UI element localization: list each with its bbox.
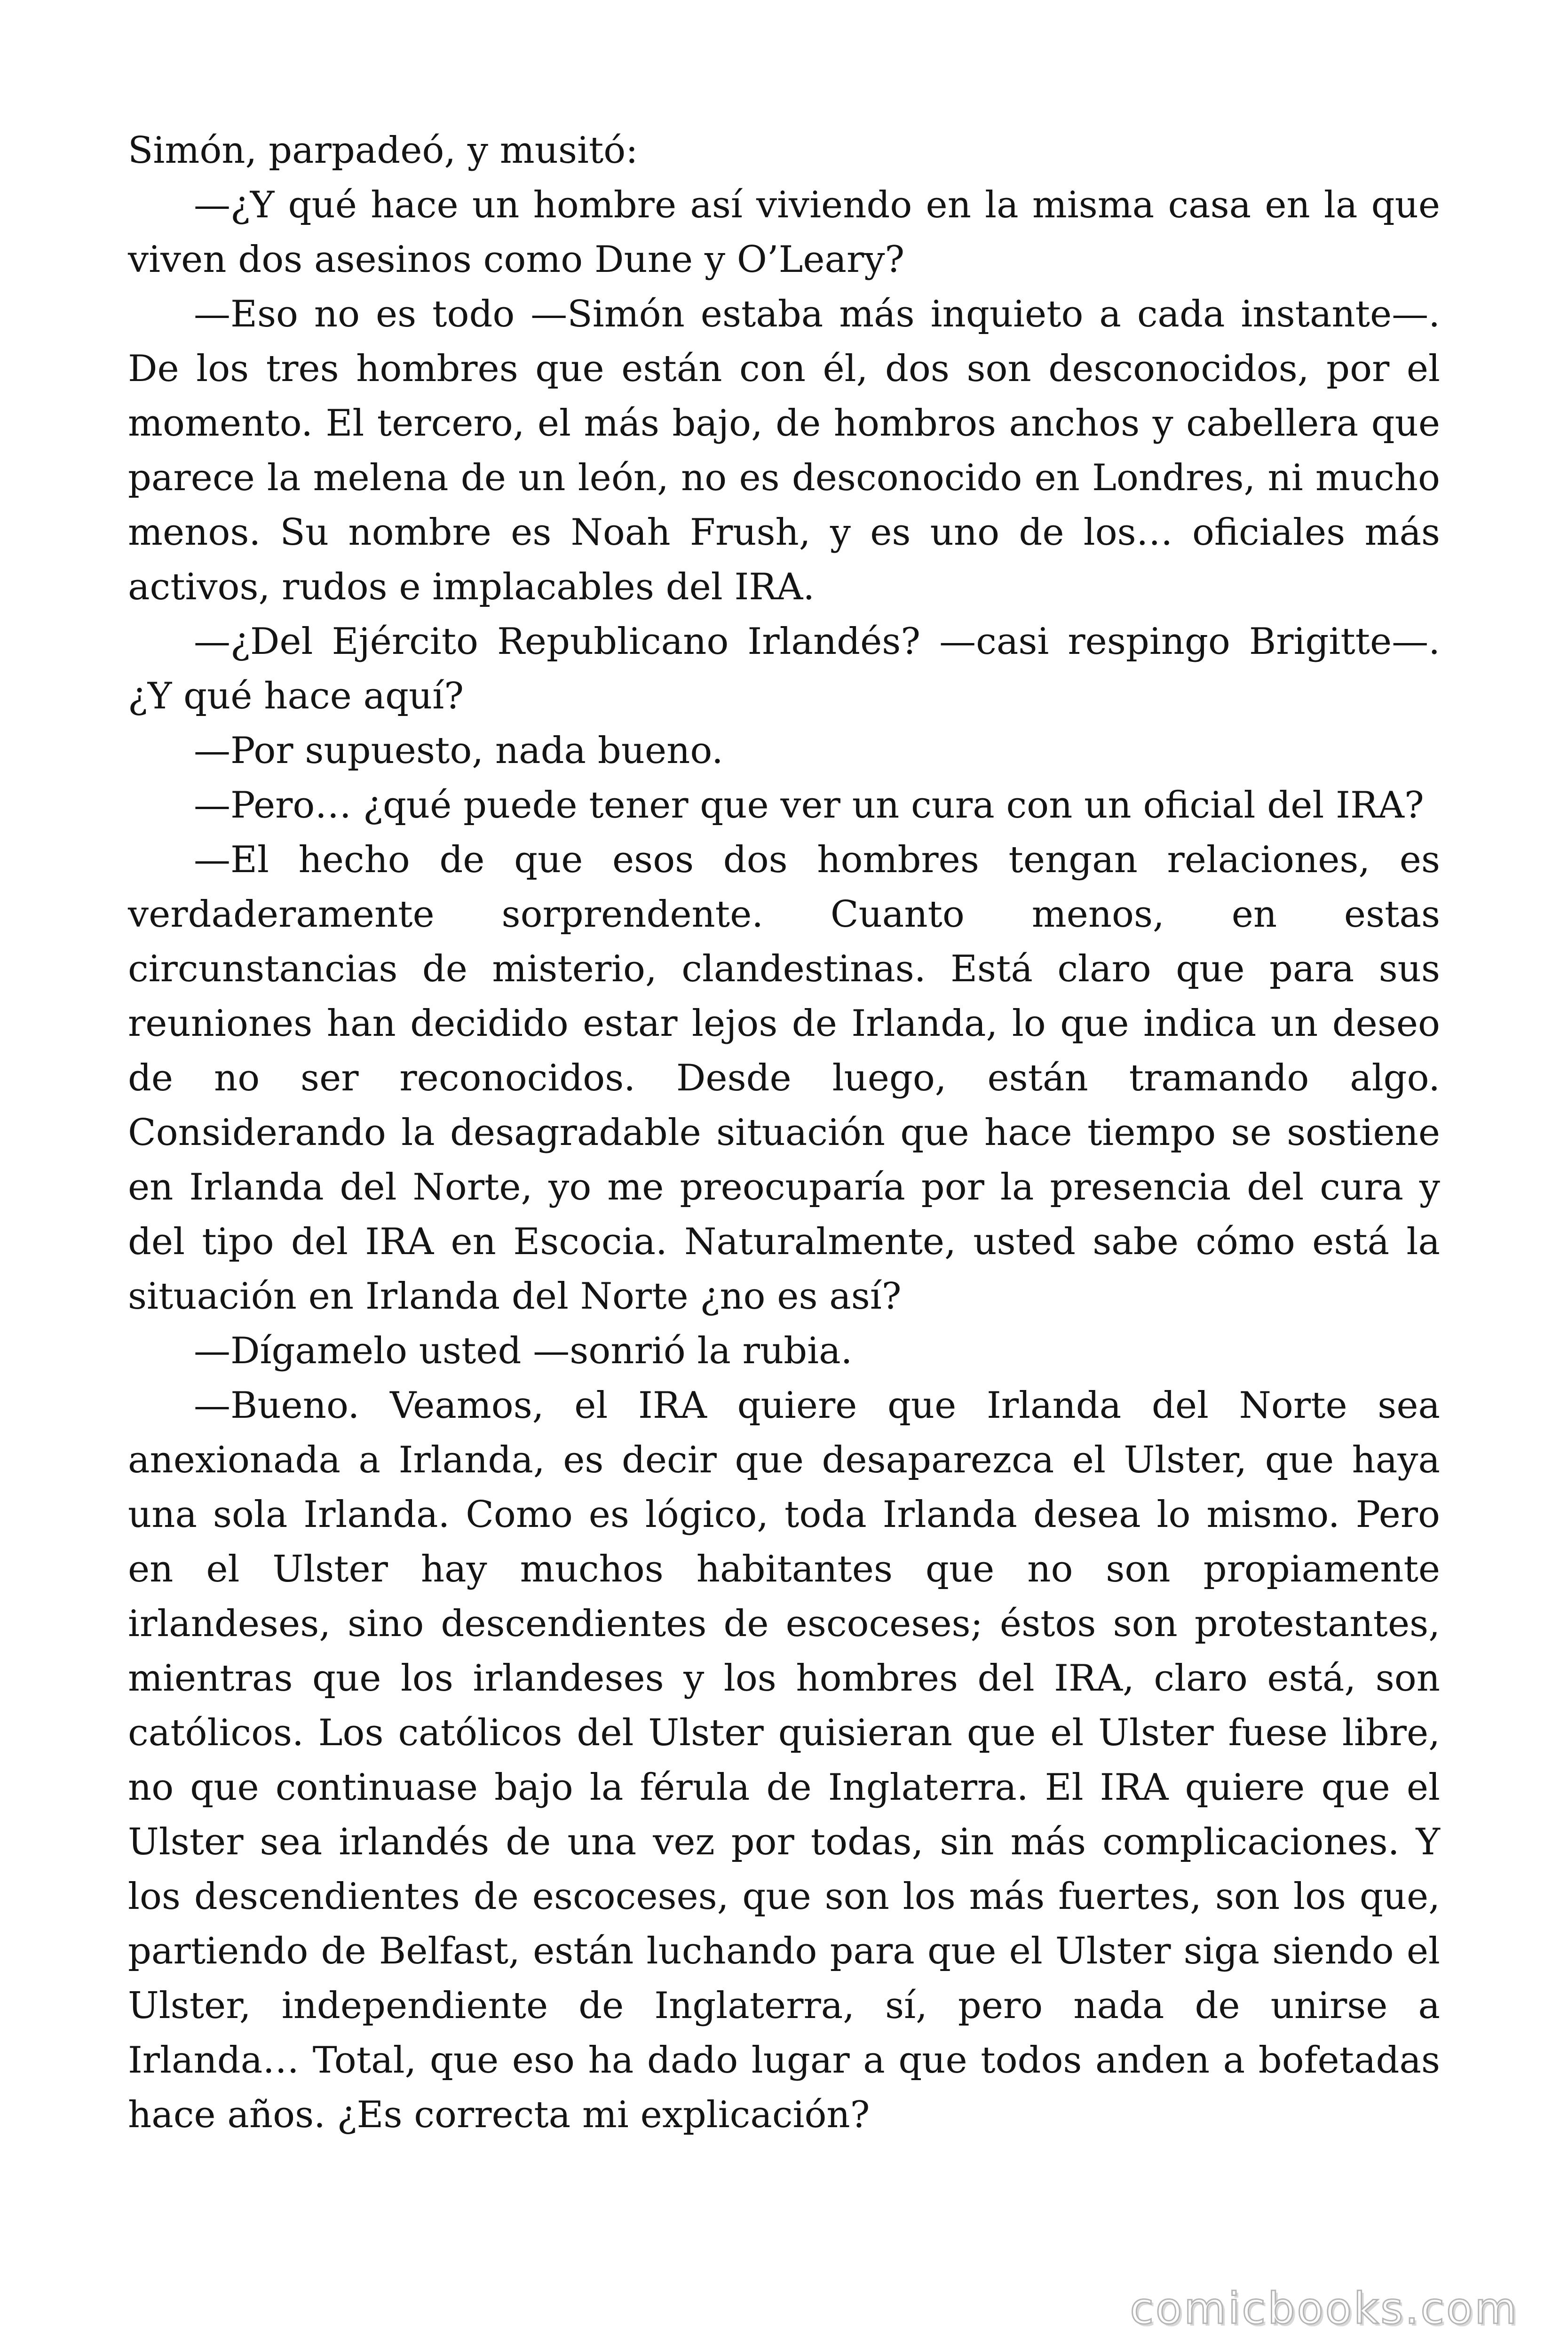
- paragraph-9: —Bueno. Veamos, el IRA quiere que Irlanda del Norte sea anexionada a Irlanda, es decir que desaparezca el Ulster, que haya una sola Irlanda. Como es lógico, toda Irlanda desea lo mismo. Pero en el Ulster hay muchos habitantes que no son propiamente irlandeses, sino descendientes de escoceses; éstos son protestantes, mientras que los irlandeses y los hombres del IRA, claro está, son católicos. Los católicos del Ulster quisieran que el Ulster fuese libre, no que continuase bajo la férula de Inglaterra. El IRA quiere que el Ulster sea irlandés de una vez por todas, sin más complicaciones. Y los descendientes de escoceses, que son los más fuertes, son los que, partiendo de Belfast, están luchando para que el Ulster siga siendo el Ulster, independiente de Inglaterra, sí, pero nada de unirse a Irlanda… Total, que eso ha dado lugar a que todos anden a bofetadas hace años. ¿Es correcta mi explicación?: [128, 1384, 1440, 2136]
- page-body: [128, 123, 1440, 2142]
- paragraph-8: —Dígamelo usted —sonrió la rubia.: [194, 1330, 853, 1372]
- paragraph-2: —¿Y qué hace un hombre así viviendo en la misma casa en la que viven dos asesinos como Dune y O’Leary?: [128, 184, 1440, 281]
- paragraph-3: —Eso no es todo —Simón estaba más inquieto a cada instante—. De los tres hombres que están con él, dos son desconocidos, por el momento. El tercero, el más bajo, de hombros anchos y cabellera que parece la melena de un león, no es desconocido en Londres, ni mucho menos. Su nombre es Noah Frush, y es uno de los… oficiales más activos, rudos e implacables del IRA.: [128, 293, 1440, 608]
- paragraph-6: —Pero… ¿qué puede tener que ver un cura con un oficial del IRA?: [194, 784, 1424, 826]
- paragraph-4: —¿Del Ejército Republicano Irlandés? —casi respingo Brigitte—. ¿Y qué hace aquí?: [128, 620, 1440, 717]
- paragraph-1: Simón, parpadeó, y musitó:: [128, 129, 638, 172]
- paragraph-5: —Por supuesto, nada bueno.: [194, 730, 723, 772]
- watermark: comicbooks.com: [1130, 2283, 1519, 2334]
- paragraph-7: —El hecho de que esos dos hombres tengan relaciones, es verdaderamente sorprendente. Cuanto menos, en estas circunstancias de misterio, clandestinas. Está claro que para sus reuniones han decidido estar lejos de Irlanda, lo que indica un deseo de no ser reconocidos. Desde luego, están tramando algo. Considerando la desagradable situación que hace tiempo se sostiene en Irlanda del Norte, yo me preocuparía por la presencia del cura y del tipo del IRA en Escocia. Naturalmente, usted sabe cómo está la situación en Irlanda del Norte ¿no es así?: [128, 839, 1440, 1318]
